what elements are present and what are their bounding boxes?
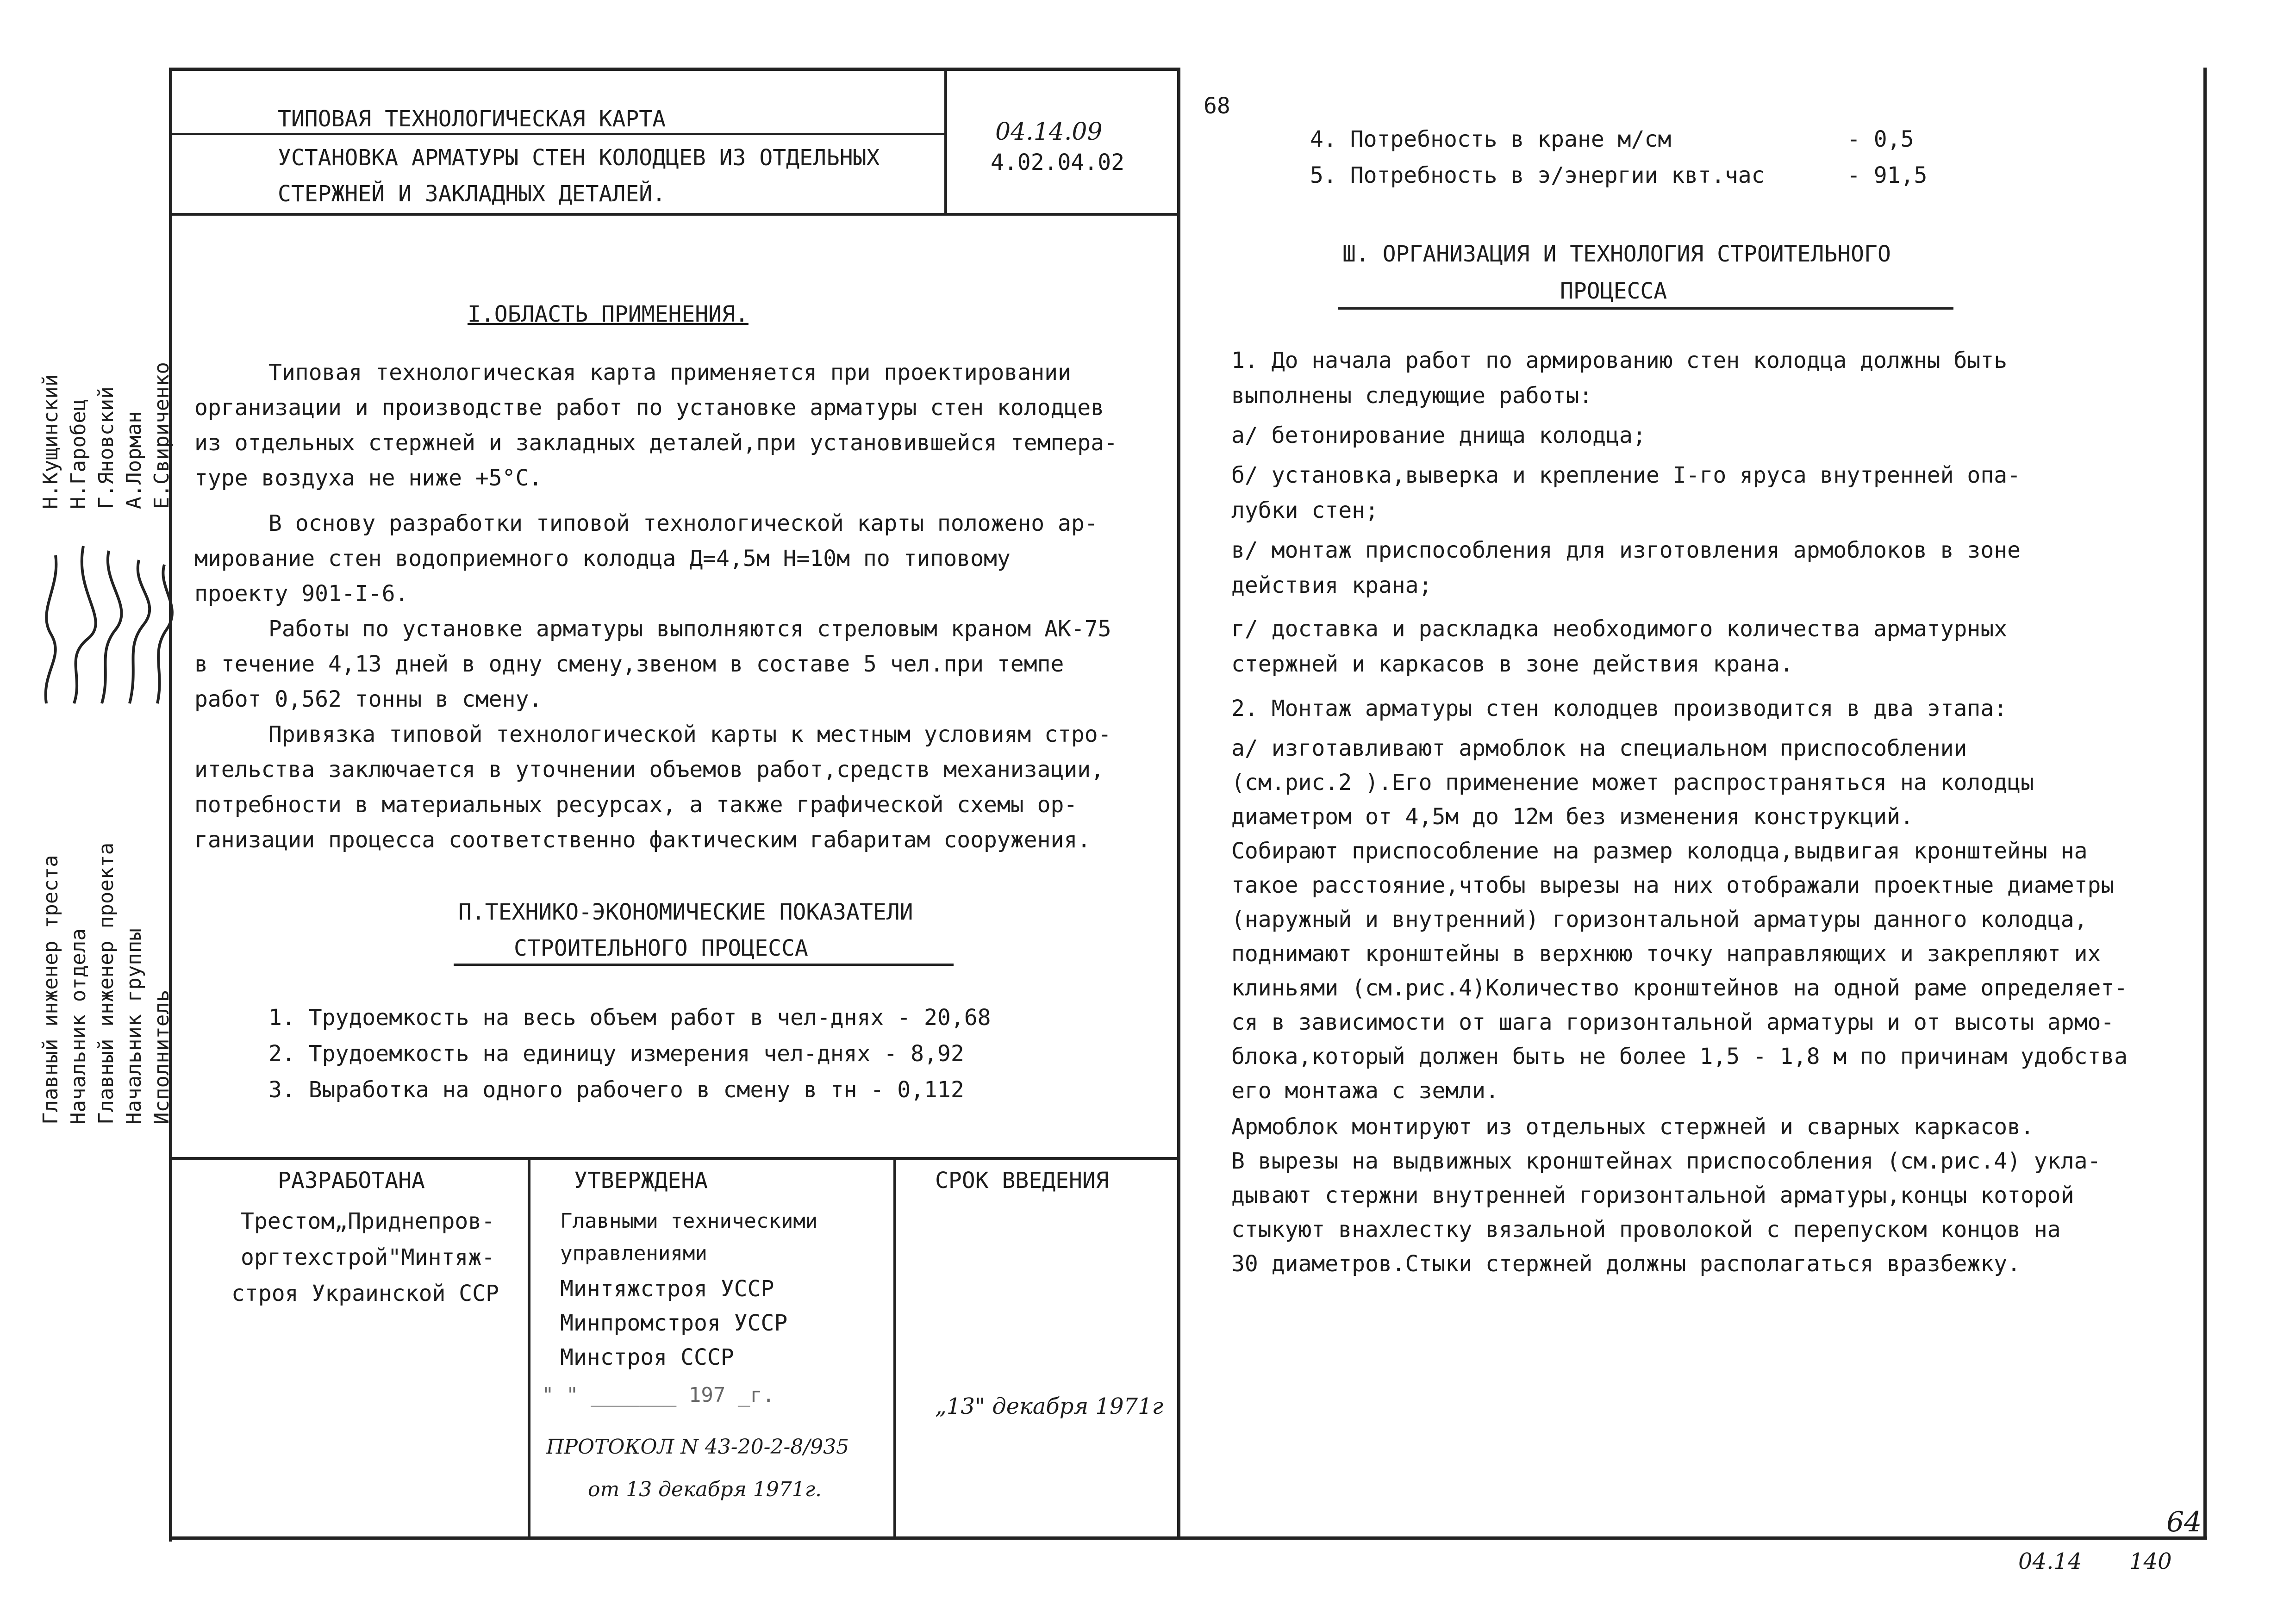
section2-item-2: 2. Трудоемкость на единицу измерения чел-днях - 8,92 — [268, 1041, 964, 1067]
section1-para1-line2: организации и производстве работ по установке арматуры стен колодцев — [194, 395, 1104, 421]
section3-line-9: стержней и каркасов в зоне действия крана. — [1231, 651, 1793, 677]
sidebar-name-1: Н.Кущинский — [39, 374, 62, 509]
section3-line-15: такое расстояние,чтобы вырезы на них отображали проектные диаметры — [1231, 872, 2115, 898]
footer-col2-line5: Минстроя СССР — [560, 1344, 734, 1370]
sidebar-role-2: Начальник отдела — [67, 928, 90, 1125]
footer-col3-date: „13" декабря 1971г — [935, 1393, 1163, 1419]
footer-col2-line4: Минпромстроя УССР — [560, 1310, 788, 1336]
footer-col2-line2: управлениями — [560, 1242, 707, 1265]
sidebar-name-2: Н.Гаробец — [67, 398, 90, 509]
section3-line-7: действия крана; — [1231, 572, 1432, 598]
section1-para2-line3: проекту 901-I-6. — [194, 581, 409, 607]
footer-col1-line2: оргтехстрой"Минтяж- — [241, 1244, 495, 1270]
section3-line-20: блока,который должен быть не более 1,5 - 1,8 м по причинам удобства — [1231, 1044, 2128, 1070]
footer-col1-line1: Трестом„Приднепров- — [241, 1208, 495, 1234]
sidebar-role-5: Исполнитель — [150, 989, 174, 1125]
section1-para4-line1: Привязка типовой технологической карты к местным условиям стро- — [268, 721, 1111, 747]
section1-para4-line4: ганизации процесса соответственно фактическим габаритам сооружения. — [194, 827, 1091, 853]
section3-line-11: а/ изготавливают армоблок на специальном приспособлении — [1231, 735, 1967, 761]
sidebar-role-3: Главный инженер проекта — [94, 842, 118, 1125]
footer-col2-blank-date: " " _______ 197 _г. — [542, 1383, 775, 1407]
frame-bottom-line — [169, 1536, 2207, 1540]
section3-line-13: диаметром от 4,5м до 12м без изменения конструкций. — [1231, 804, 1914, 830]
section3-line-14: Собирают приспособление на размер колодца,выдвигая кронштейны на — [1231, 838, 2088, 864]
section1-para1-line3: из отдельных стержней и закладных деталей,при установившейся темпера- — [194, 430, 1117, 456]
section1-para1-line4: туре воздуха не ниже +5°С. — [194, 465, 543, 491]
section3-line-26: 30 диаметров.Стыки стержней должны располагаться вразбежку. — [1231, 1251, 2021, 1277]
section3-line-18: клиньями (см.рис.4)Количество кронштейнов на одной раме определяет- — [1231, 975, 2128, 1001]
section3-line-2: выполнены следующие работы: — [1231, 383, 1593, 409]
page-number: 68 — [1204, 93, 1230, 119]
header-title-line2: УСТАНОВКА АРМАТУРЫ СТЕН КОЛОДЦЕВ ИЗ ОТДЕЛЬНЫХ — [278, 145, 880, 171]
section2-heading-underline — [454, 964, 954, 966]
section3-line-10: 2. Монтаж арматуры стен колодцев производится в два этапа: — [1231, 696, 2008, 721]
section3-line-8: г/ доставка и раскладка необходимого количества арматурных — [1231, 616, 2008, 642]
bottom-page-handwritten: 64 — [2166, 1506, 2202, 1538]
footer-col2-protocol: ПРОТОКОЛ N 43-20-2-8/935 — [546, 1435, 849, 1459]
footer-col2-protocol-date: от 13 декабря 1971г. — [588, 1478, 822, 1501]
footer-col2-line1: Главными техническими — [560, 1209, 818, 1233]
section2-item-3: 3. Выработка на одного рабочего в смену в тн - 0,112 — [268, 1077, 964, 1103]
section2-heading-line1: П.ТЕХНИКО-ЭКОНОМИЧЕСКИЕ ПОКАЗАТЕЛИ — [458, 899, 913, 925]
section1-para2-line2: мирование стен водоприемного колодца Д=4,5м Н=10м по типовому — [194, 546, 1011, 572]
sidebar-role-4: Начальник группы — [122, 928, 146, 1125]
bottom-code-left: 04.14 — [2018, 1548, 2082, 1574]
section3-line-22: Армоблок монтируют из отдельных стержней и сварных каркасов. — [1231, 1114, 2034, 1140]
footer-divider-1 — [528, 1157, 530, 1540]
footer-top-line — [169, 1157, 1180, 1160]
footer-col1-header: РАЗРАБОТАНА — [278, 1168, 425, 1194]
right-item-5: 5. Потребность в э/энергии квт.час — [1310, 162, 1765, 188]
header-bottom-line — [169, 213, 1180, 216]
sidebar-role-1: Главный инженер треста — [39, 855, 62, 1125]
section3-line-6: в/ монтаж приспособления для изготовления армоблоков в зоне — [1231, 537, 2021, 563]
section3-line-4: б/ установка,выверка и крепление I-го яруса внутренней опа- — [1231, 462, 2021, 488]
section1-para4-line2: ительства заключается в уточнении объемов работ,средств механизации, — [194, 757, 1104, 783]
sidebar-names — [37, 362, 176, 509]
section3-line-17: поднимают кронштейны в верхнюю точку направляющих и закрепляют их — [1231, 941, 2101, 967]
section1-heading: I.ОБЛАСТЬ ПРИМЕНЕНИЯ. — [468, 301, 749, 327]
section3-line-25: стыкуют внахлестку вязальной проволокой с перепуском концов на — [1231, 1217, 2061, 1243]
section3-heading-line2: ПРОЦЕССА — [1560, 278, 1667, 304]
footer-col2-header: УТВЕРЖДЕНА — [574, 1168, 708, 1194]
sidebar-name-4: А.Лорман — [122, 411, 146, 509]
section1-para4-line3: потребности в материальных ресурсах, а также графической схемы ор- — [194, 792, 1078, 818]
footer-col2-line3: Минтяжстроя УССР — [560, 1276, 774, 1302]
sidebar-name-5: Е.Свириченко — [150, 362, 174, 509]
header-title-line3: СТЕРЖНЕЙ И ЗАКЛАДНЫХ ДЕТАЛЕЙ. — [278, 181, 666, 207]
section1-para3-line1: Работы по установке арматуры выполняются стреловым краном АК-75 — [268, 616, 1111, 642]
section1-para1-line1: Типовая технологическая карта применяется при проектировании — [268, 360, 1071, 386]
header-code-divider — [944, 68, 947, 216]
header-code-handwritten: 04.14.09 — [995, 118, 1103, 146]
frame-middle-line — [1177, 68, 1180, 1540]
section3-heading-line1: Ш. ОРГАНИЗАЦИЯ И ТЕХНОЛОГИЯ СТРОИТЕЛЬНОГО — [1342, 241, 1891, 267]
section3-line-5: лубки стен; — [1231, 497, 1379, 523]
bottom-code-right: 140 — [2129, 1548, 2172, 1574]
section2-item-1: 1. Трудоемкость на весь объем работ в чел-днях - 20,68 — [268, 1005, 991, 1031]
right-item-4-value: - 0,5 — [1847, 126, 1914, 152]
frame-top-line — [169, 68, 1180, 71]
section3-line-23: В вырезы на выдвижных кронштейнах приспособления (см.рис.4) укла- — [1231, 1148, 2101, 1174]
section1-para2-line1: В основу разработки типовой технологической карты положено ар- — [268, 510, 1098, 536]
section1-para3-line2: в течение 4,13 дней в одну смену,звеном в составе 5 чел.при темпе — [194, 651, 1064, 677]
section3-line-21: его монтажа с земли. — [1231, 1078, 1499, 1104]
right-item-4: 4. Потребность в кране м/см — [1310, 126, 1672, 152]
footer-col3-header: СРОК ВВЕДЕНИЯ — [935, 1168, 1109, 1194]
frame-left-line — [169, 68, 172, 1542]
section3-line-12: (см.рис.2 ).Его применение может распространяться на колодцы — [1231, 770, 2034, 796]
section2-heading-line2: СТРОИТЕЛЬНОГО ПРОЦЕССА — [514, 935, 808, 961]
footer-divider-2 — [893, 1157, 896, 1540]
section3-line-24: дывают стержни внутренней горизонтальной арматуры,концы которой — [1231, 1182, 2074, 1208]
signatures-image — [28, 518, 176, 713]
header-code-typed: 4.02.04.02 — [991, 149, 1124, 175]
sidebar-roles — [37, 843, 176, 1125]
section3-line-3: а/ бетонирование днища колодца; — [1231, 423, 1646, 448]
sidebar-name-3: Г.Яновский — [94, 386, 118, 509]
footer-col1-line3: строя Украинской ССР — [231, 1281, 499, 1306]
section3-line-19: ся в зависимости от шага горизонтальной арматуры и от высоты армо- — [1231, 1009, 2115, 1035]
header-title-line1: ТИПОВАЯ ТЕХНОЛОГИЧЕСКАЯ КАРТА — [278, 106, 666, 132]
section1-para3-line3: работ 0,562 тонны в смену. — [194, 686, 543, 712]
section3-heading-underline — [1338, 307, 1953, 310]
frame-right-line — [2203, 68, 2207, 1540]
right-item-5-value: - 91,5 — [1847, 162, 1928, 188]
section3-line-16: (наружный и внутренний) горизонтальной арматуры данного колодца, — [1231, 907, 2088, 933]
section3-line-1: 1. До начала работ по армированию стен колодца должны быть — [1231, 348, 2008, 373]
